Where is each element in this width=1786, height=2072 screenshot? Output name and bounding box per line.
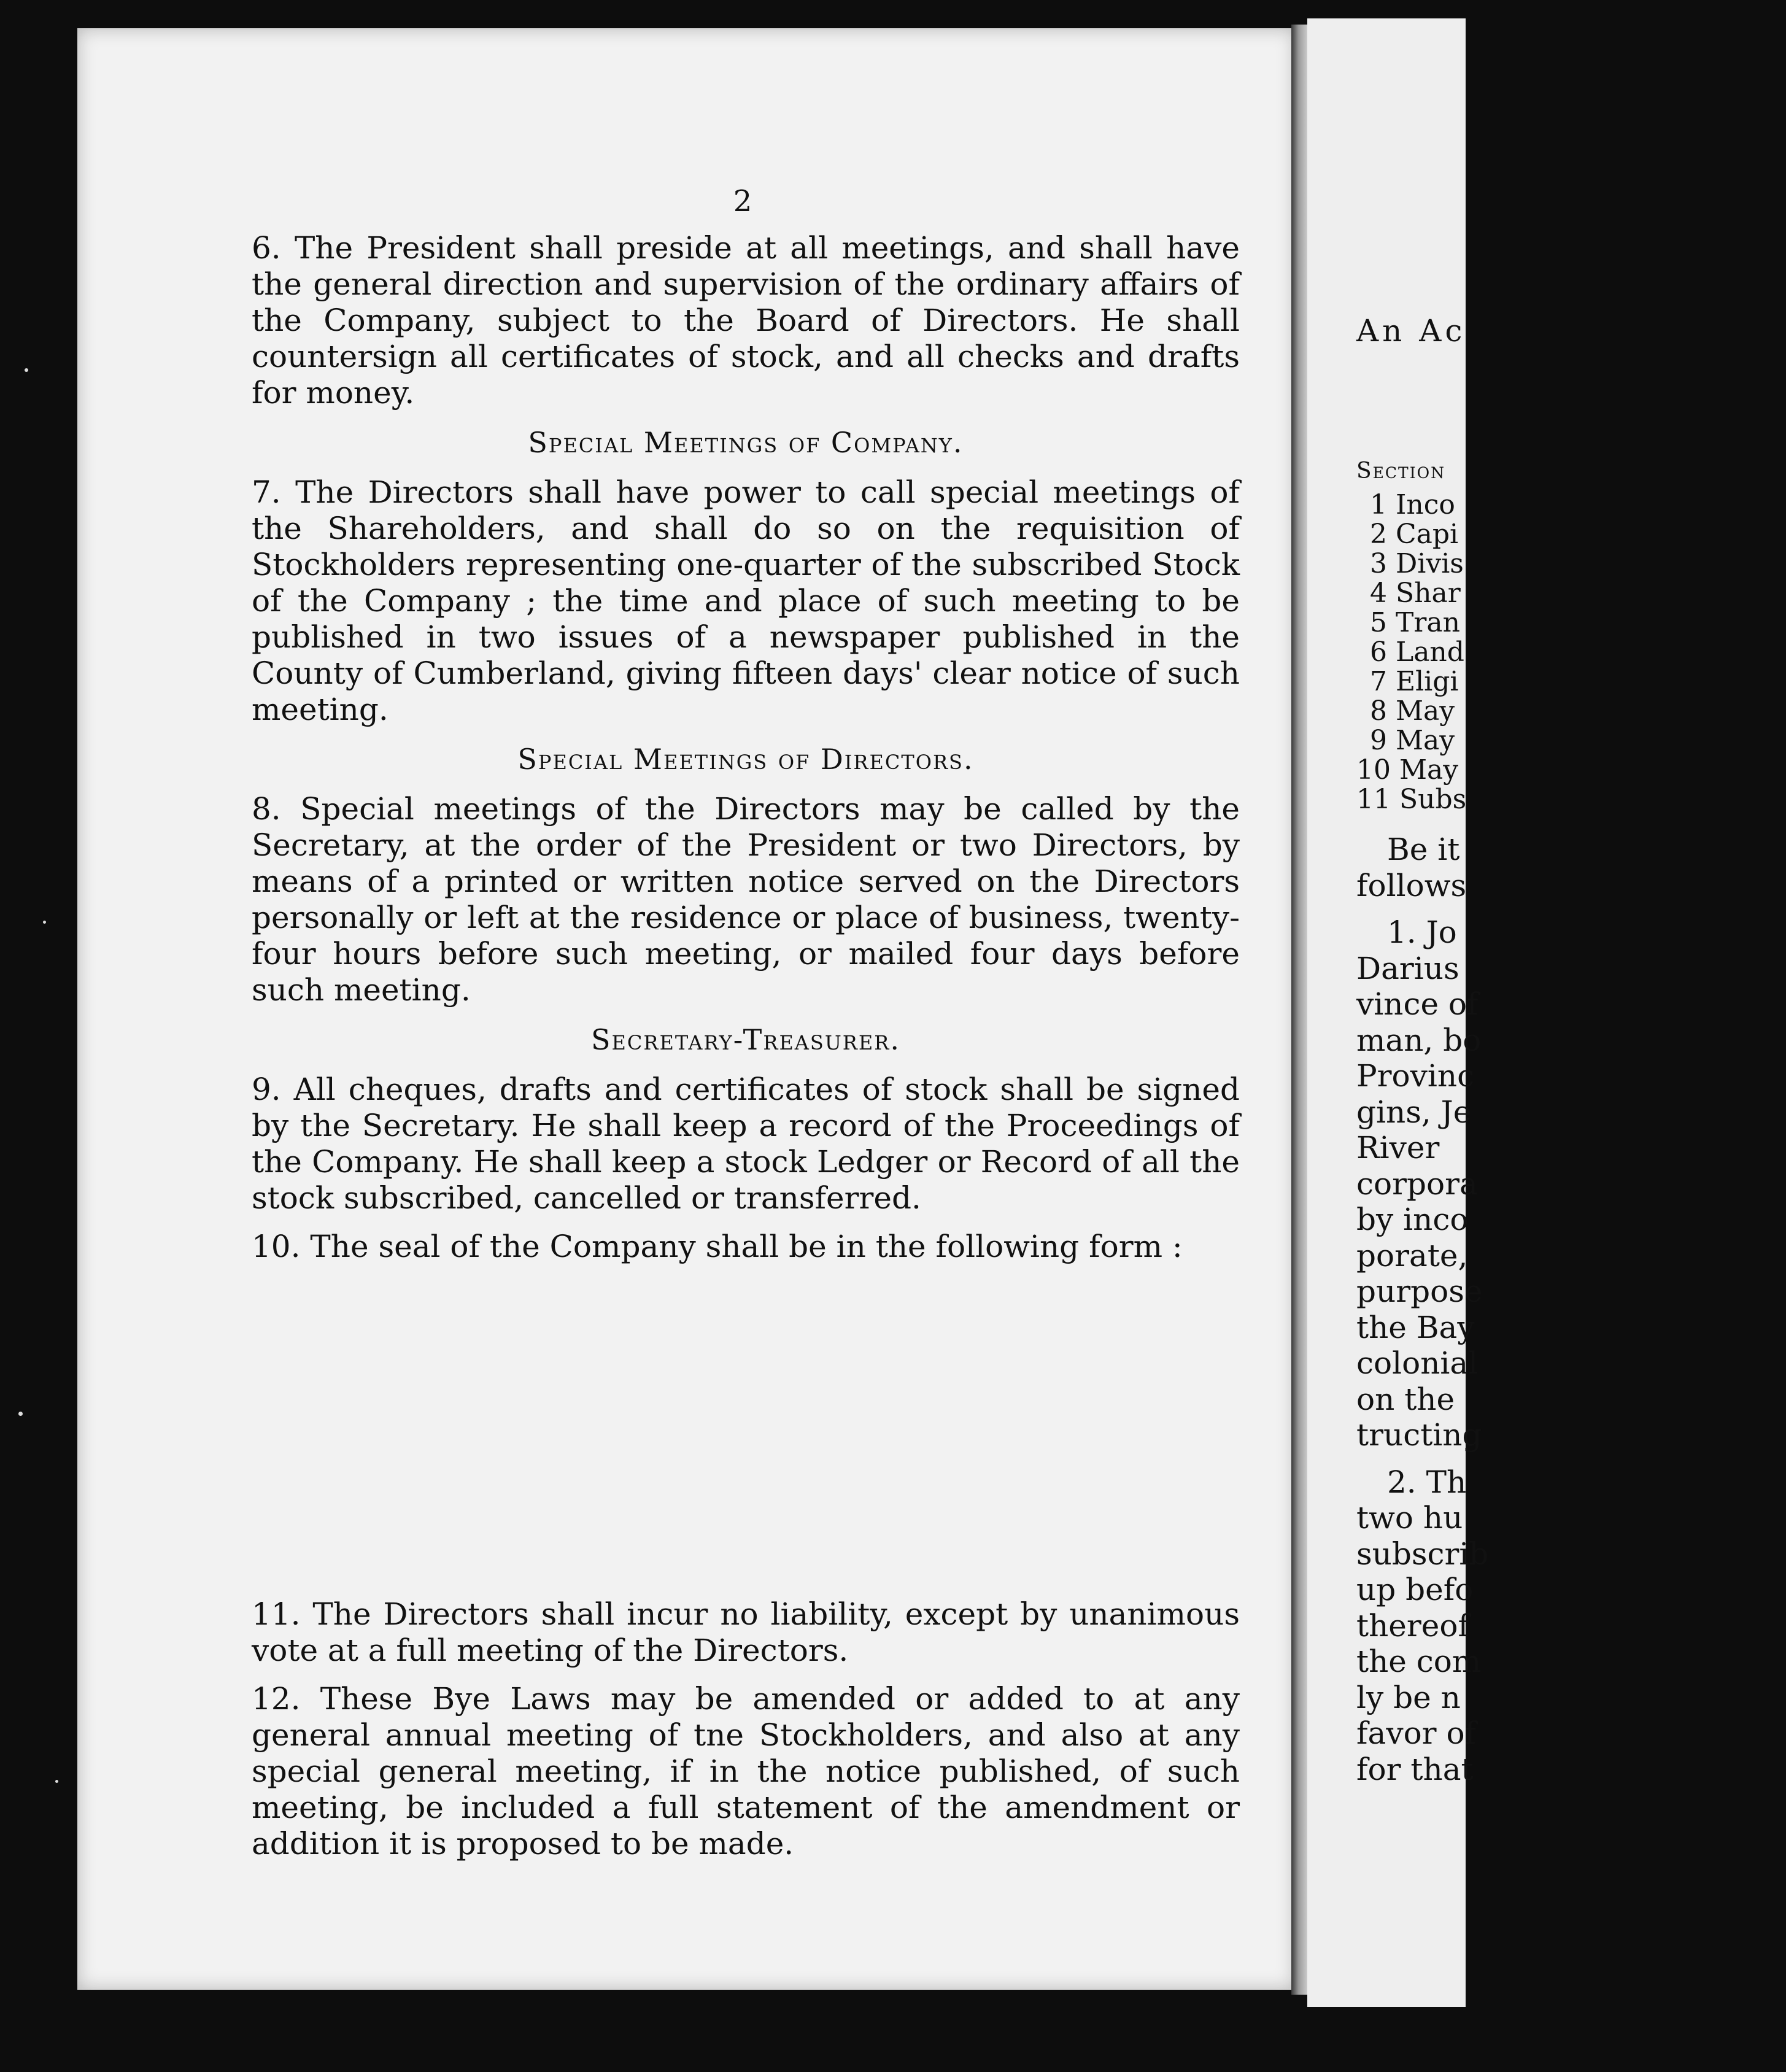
toc-item: 9 May bbox=[1370, 725, 1455, 756]
text-fragment: the Bay bbox=[1356, 1309, 1475, 1345]
bylaw-paragraph: 11. The Directors shall incur no liability, except by unanimous vote at a full meeting of the Directors. bbox=[252, 1596, 1240, 1668]
toc-item: 3 Divis bbox=[1370, 548, 1464, 579]
text-fragment: River bbox=[1356, 1130, 1440, 1166]
text-fragment: vince of bbox=[1356, 986, 1479, 1022]
text-fragment: colonial bbox=[1356, 1345, 1479, 1381]
text-fragment: two hu bbox=[1356, 1500, 1463, 1536]
text-fragment: man, bo bbox=[1356, 1022, 1482, 1058]
text-fragment: tructing bbox=[1356, 1417, 1482, 1453]
bylaw-paragraph: 6. The President shall preside at all meetings, and shall have the general direction and supervision of the ordinary affairs of the Company, subject to the Board of Directors. He shall countersign all certificates of stock, and all checks and drafts for money. bbox=[252, 230, 1240, 411]
bylaw-paragraph: 12. These Bye Laws may be amended or added to at any general annual meeting of tne Stockholders, and also at any special general meeting, if in the notice published, of such meeting, be included a full statement of the amendment or addition it is proposed to be made. bbox=[252, 1681, 1240, 1861]
page-number: 2 bbox=[733, 184, 752, 218]
text-fragment: thereof bbox=[1356, 1607, 1469, 1644]
toc-item: 2 Capi bbox=[1370, 519, 1459, 550]
bylaw-paragraph: 8. Special meetings of the Directors may be called by the Secretary, at the order of the President or two Directors, by means of a printed or written notice served on the Directors personally or left at the residence or place of business, twenty-four hours before such meeting, or mailed four days before such meeting. bbox=[252, 791, 1240, 1008]
toc-item: 4 Shar bbox=[1370, 578, 1461, 609]
section-heading: Secretary-Treasurer. bbox=[591, 1023, 900, 1056]
bylaw-paragraph: 9. All cheques, drafts and certificates of stock shall be signed by the Secretary. He shall keep a record of the Proceedings of the Company. He shall keep a stock Ledger or Record of all the stock subscribed, cancelled or transferred. bbox=[252, 1072, 1240, 1216]
text-fragment: 2. Th bbox=[1387, 1464, 1467, 1500]
text-fragment: corpora bbox=[1356, 1166, 1478, 1202]
text-fragment: subscrib bbox=[1356, 1536, 1489, 1572]
toc-item: 6 Land bbox=[1370, 636, 1464, 668]
text-fragment: gins, Je bbox=[1356, 1094, 1472, 1130]
toc-item: 10 May bbox=[1356, 754, 1459, 786]
section-heading: Special Meetings of Directors. bbox=[517, 743, 974, 776]
bylaws-text bbox=[252, 230, 1240, 1862]
toc-item: 5 Tran bbox=[1370, 607, 1460, 638]
text-fragment: ly be n bbox=[1356, 1679, 1461, 1715]
text-fragment: purpose bbox=[1356, 1274, 1483, 1309]
text-fragment: on the bbox=[1356, 1381, 1455, 1417]
toc-item: 8 May bbox=[1370, 695, 1455, 727]
toc-item: 1 Inco bbox=[1370, 489, 1455, 520]
text-fragment: up befo bbox=[1356, 1572, 1474, 1607]
right-page-fragments bbox=[1356, 832, 1786, 1787]
text-fragment: Be it bbox=[1387, 832, 1460, 867]
bylaw-paragraph: 10. The seal of the Company shall be in the following form : bbox=[252, 1229, 1183, 1264]
toc-item: 7 Eligi bbox=[1370, 666, 1459, 697]
text-fragment: porate, bbox=[1356, 1237, 1468, 1274]
bylaw-paragraph: 7. The Directors shall have power to call special meetings of the Shareholders, and shall do so on the requisition of Stockholders representing one-quarter of the subscribed Stock of the Company ; the time and place of such meeting to be published in two issues of a newspaper published in the County of Cumberland, giving fifteen days' clear notice of such meeting. bbox=[252, 474, 1240, 727]
text-fragment: for that bbox=[1356, 1751, 1474, 1787]
text-fragment: Darius bbox=[1356, 950, 1459, 986]
seal-space bbox=[252, 1265, 1240, 1596]
section-heading: Special Meetings of Company. bbox=[528, 426, 964, 459]
text-fragment: 1. Jo bbox=[1387, 914, 1457, 950]
toc-item: 11 Subs bbox=[1356, 784, 1467, 815]
right-page bbox=[1307, 18, 1489, 2007]
text-fragment: favor of bbox=[1356, 1715, 1477, 1751]
text-fragment: the com bbox=[1356, 1644, 1482, 1679]
right-page-text bbox=[1356, 313, 1786, 1787]
toc-list bbox=[1356, 490, 1786, 814]
text-fragment: follows bbox=[1356, 867, 1467, 903]
section-label: Section bbox=[1356, 458, 1445, 484]
text-fragment: Provinc bbox=[1356, 1058, 1475, 1094]
right-page-title: An Ac bbox=[1356, 313, 1466, 349]
text-fragment: by inco bbox=[1356, 1202, 1469, 1237]
